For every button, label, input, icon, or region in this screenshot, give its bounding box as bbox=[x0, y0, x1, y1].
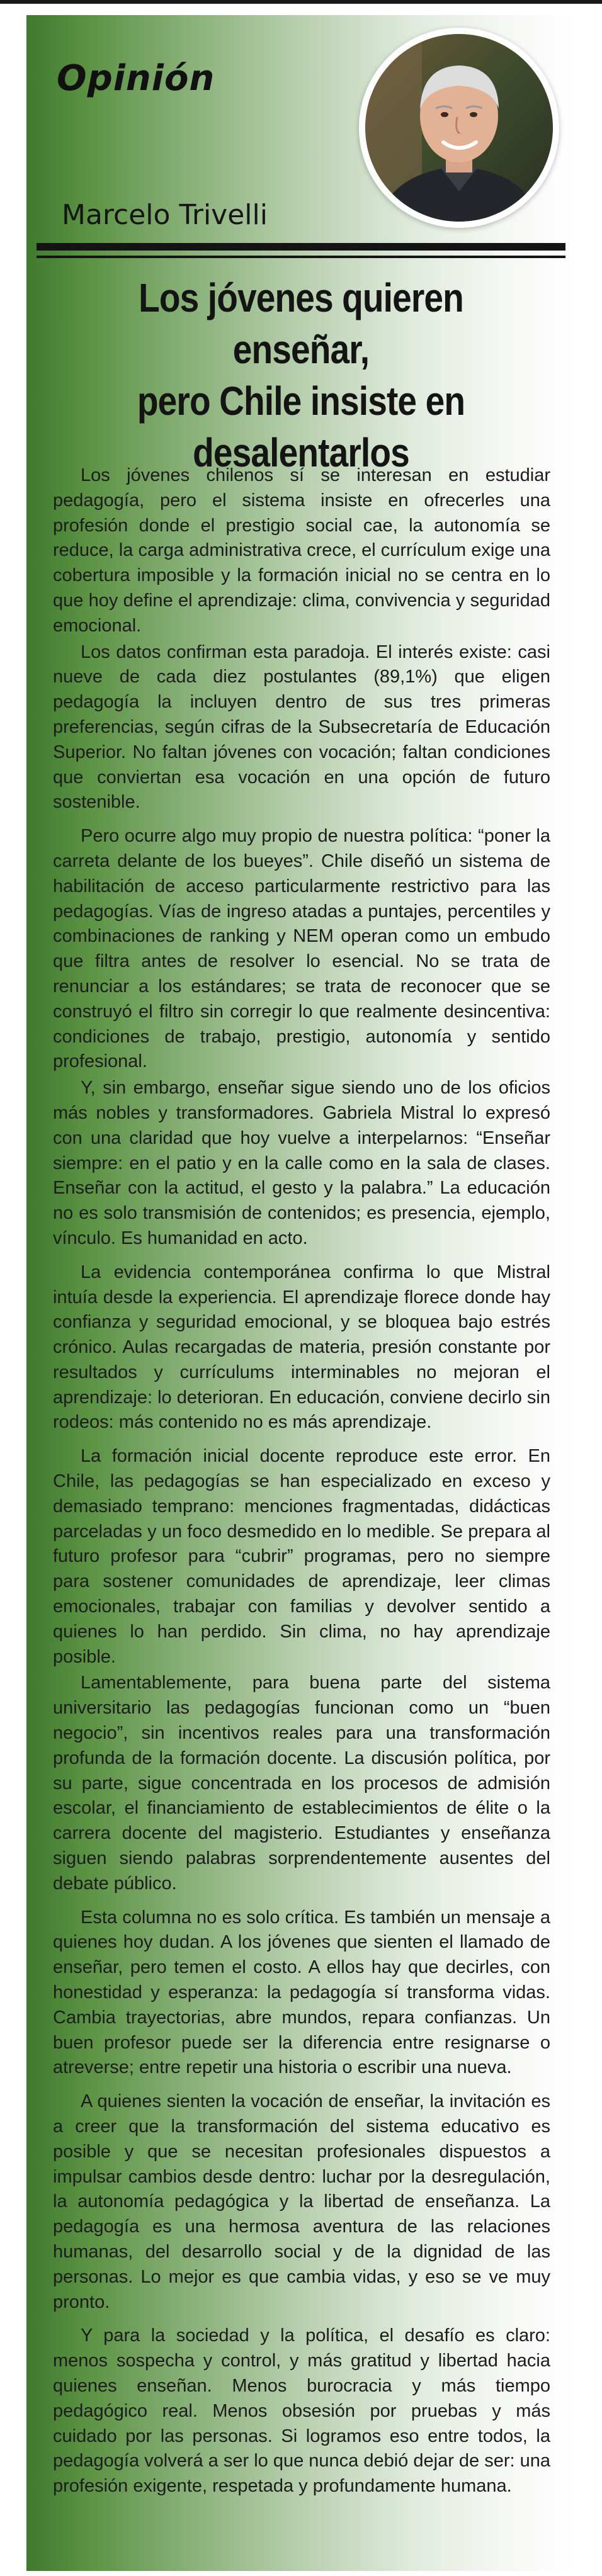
top-rule bbox=[0, 0, 602, 4]
article-paragraph: Los datos confirman esta paradoja. El interés existe: casi nueve de cada diez postulantes (89,1%) que eligen pedagogía la incluyen dentro de sus tres primeras preferencias, según cifras de la Subsecretaría de Educación Superior. No faltan jóvenes con vocación; faltan condiciones que conviertan esa vocación en una opción de futuro sostenible. bbox=[53, 641, 550, 813]
section-label: Opinión bbox=[57, 58, 215, 99]
article-paragraph: A quienes sienten la vocación de enseñar, la invitación es a creer que la transformación del sistema educativo es posible y que se necesitan profesionales dispuestos a impulsar cambios desde dentro: luchar por la desregulación, la autonomía pedagógica y la libertad de enseñanza. La pedagogía es una hermosa aventura de las relaciones humanas, del desarrollo social y de la dignidad de las personas. Lo mejor es que cambia vidas, y eso se ve muy pronto. bbox=[53, 2091, 550, 2312]
author-photo bbox=[359, 28, 559, 228]
author-name: Marcelo Trivelli bbox=[62, 199, 268, 231]
article-paragraph: Lamentablemente, para buena parte del sistema universitario las pedagogías funcionan como un “buen negocio”, sin incentivos reales para una transformación profunda de la formación docente. La discusión política, por su parte, sigue concentrada en los procesos de admisión escolar, el financiamiento de establecimientos de élite o la carrera docente del magisterio. Estudiantes y enseñanza siguen siendo palabras sorprendentemente ausentes del debate público. bbox=[53, 1673, 550, 1894]
article-paragraph: Y, sin embargo, enseñar sigue siendo uno de los oficios más nobles y transformadores. Gabriela Mistral lo expresó con una claridad que hoy vuelve a interpelarnos: “Enseñar siempre: en el patio y en la calle como en la sala de clases. Enseñar con la actitud, el gesto y la palabra.” La educación no es solo transmisión de contenidos; es presencia, ejemplo, vínculo. Es humanidad en acto. bbox=[53, 1078, 550, 1248]
article-paragraph: Los jóvenes chilenos sí se interesan en estudiar pedagogía, pero el sistema insiste en ofrecerles una profesión donde el prestigio social cae, la autonomía se reduce, la carga administrativa crece, el currículum exige una cobertura imposible y la formación inicial no se centra en lo que hoy define el aprendizaje: clima, convivencia y seguridad emocional. bbox=[53, 465, 550, 636]
headline-line: desalentarlos bbox=[193, 430, 409, 475]
column-header bbox=[26, 15, 576, 248]
article-paragraph: Esta columna no es solo crítica. Es también un mensaje a quienes hoy dudan. A los jóvenes que sienten el llamado de enseñar, pero temen el costo. A ellos hay que decirles, con honestidad y esperanza: la pedagogía sí transforma vidas. Cambia trayectorias, abre mundos, repara confianzas. Un buen profesor puede ser la diferencia entre resignarse o atreverse; entre repetir una historia o escribir una nueva. bbox=[53, 1907, 550, 2078]
header-rule-thick bbox=[37, 243, 565, 251]
headline-line: pero Chile insiste en bbox=[137, 378, 465, 424]
article-paragraph: La evidencia contemporánea confirma lo que Mistral intuía desde la experiencia. El aprendizaje florece donde hay confianza y seguridad emocional, y se bloquea bajo estrés crónico. Aulas recargadas de materia, presión constante por resultados y currículums interminables no mejoran el aprendizaje: lo deterioran. En educación, conviene decirlo sin rodeos: más contenido no es más aprendizaje. bbox=[53, 1262, 550, 1433]
article-body bbox=[53, 463, 550, 2500]
article-headline bbox=[76, 272, 526, 478]
article-paragraph: Y para la sociedad y la política, el desafío es claro: menos sospecha y control, y más gratitud y libertad hacia quienes enseñan. Menos burocracia y más tiempo pedagógico real. Menos obsesión por pruebas y más cuidado por las personas. Si logramos eso entre todos, la pedagogía volverá a ser lo que nunca debió dejar de ser: una profesión exigente, respetada y profundamente humana. bbox=[53, 2325, 551, 2497]
header-rule-thin bbox=[37, 256, 565, 258]
author-portrait-icon bbox=[365, 34, 553, 222]
headline-line: Los jóvenes quieren enseñar, bbox=[139, 275, 463, 372]
opinion-column bbox=[26, 15, 576, 2571]
article-paragraph: La formación inicial docente reproduce este error. En Chile, las pedagogías se han especializado en exceso y demasiado temprano: menciones fragmentadas, didácticas parceladas y un foco desmedido en lo medible. Se prepara al futuro profesor para “cubrir” programas, pero no siempre para sostener comunidades de aprendizaje, leer climas emocionales, trabajar con familias y devolver sentido a quienes lo han perdido. Sin clima, no hay aprendizaje posible. bbox=[53, 1446, 550, 1667]
article-paragraph: Pero ocurre algo muy propio de nuestra política: “poner la carreta delante de los bueyes”. Chile diseñó un sistema de habilitación de acceso particularmente restrictivo para las pedagogías. Vías de ingreso atadas a puntajes, percentiles y combinaciones de ranking y NEM operan como un embudo que filtra antes de resolver lo esencial. No se trata de renunciar a los estándares; se trata de reconocer que se construyó el filtro sin corregir lo que realmente desincentiva: condiciones de trabajo, prestigio, autonomía y sentido profesional. bbox=[53, 826, 550, 1072]
